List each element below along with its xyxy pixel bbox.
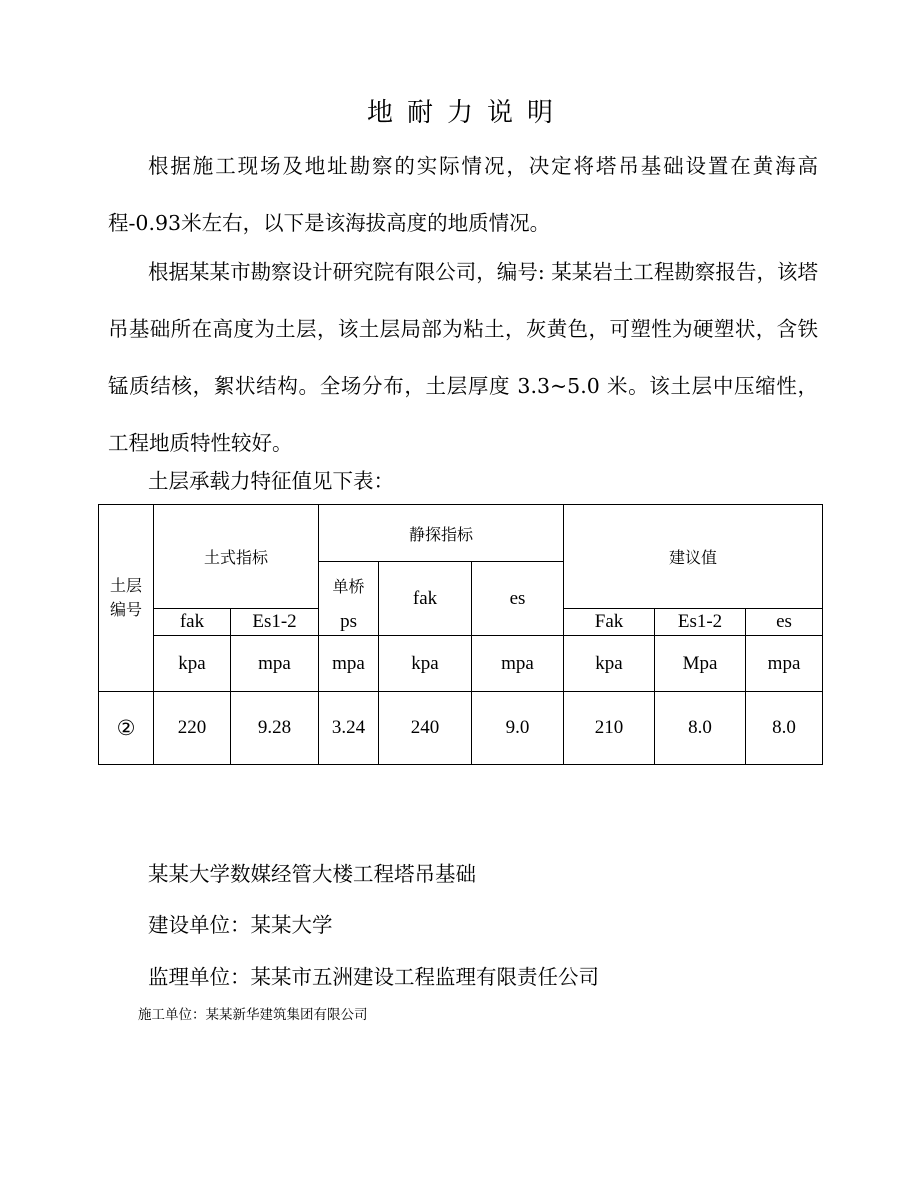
- soil-fak-unit: kpa: [154, 636, 231, 692]
- sug-fak-unit: kpa: [564, 636, 655, 692]
- sug-es-unit: mpa: [746, 636, 823, 692]
- cpt-es-value: 9.0: [472, 692, 564, 765]
- soil-fak-header: fak: [154, 609, 231, 636]
- cpt-ps-header: ps: [319, 609, 379, 636]
- contractor-unit: 施工单位：某某新华建筑集团有限公司: [138, 1007, 368, 1023]
- cpt-fak-header: fak: [379, 562, 472, 636]
- layer-header-line2: 编号: [109, 600, 142, 619]
- cpt-ps-value: 3.24: [319, 692, 379, 765]
- supervision-unit: 监理单位：某某市五洲建设工程监理有限责任公司: [148, 965, 599, 989]
- soil-index-header: 土式指标: [154, 505, 319, 609]
- soil-es12-unit: mpa: [231, 636, 319, 692]
- cpt-es-header: es: [472, 562, 564, 636]
- soil-fak-value: 220: [154, 692, 231, 765]
- cpt-index-header: 静探指标: [319, 505, 564, 562]
- table-row: [99, 692, 823, 765]
- sug-es-header: es: [746, 609, 823, 636]
- sug-es12-header: Es1-2: [655, 609, 746, 636]
- cpt-es-unit: mpa: [472, 636, 564, 692]
- bearing-capacity-table: [98, 504, 823, 765]
- table-intro: 土层承载力特征值见下表：: [148, 469, 394, 493]
- sug-es12-value: 8.0: [655, 692, 746, 765]
- sug-es12-unit: Mpa: [655, 636, 746, 692]
- paragraph-survey-report: 根据某某市勘察设计研究院有限公司，编号: 某某岩土工程勘察报告，该塔吊基础所在高度为土层，该土层局部为粘土，灰黄色，可塑性为硬塑状，含铁锰质结核，絮状结构。全场分布，土层厚度 3.3~5.0 米。该土层中压缩性，工程地质特性较好。: [108, 260, 818, 455]
- soil-es12-value: 9.28: [231, 692, 319, 765]
- cpt-fak-value: 240: [379, 692, 472, 765]
- soil-es12-header: Es1-2: [231, 609, 319, 636]
- layer-id-cell: ②: [99, 692, 154, 765]
- project-name: 某某大学数媒经管大楼工程塔吊基础: [148, 862, 476, 886]
- suggested-value-header: 建议值: [564, 505, 823, 609]
- single-bridge-header: 单桥: [319, 562, 379, 609]
- sug-es-value: 8.0: [746, 692, 823, 765]
- construction-unit: 建设单位：某某大学: [148, 913, 333, 937]
- cpt-fak-unit: kpa: [379, 636, 472, 692]
- layer-header-line1: 土层: [109, 576, 142, 595]
- sug-fak-value: 210: [564, 692, 655, 765]
- sug-fak-header: Fak: [564, 609, 655, 636]
- page-title: 地耐力说明: [366, 98, 567, 128]
- paragraph-site-conditions: 根据施工现场及地址勘察的实际情况，决定将塔吊基础设置在黄海高程-0.93米左右，以下是该海拔高度的地质情况。: [108, 154, 818, 235]
- layer-id-header: [99, 505, 154, 692]
- cpt-ps-unit: mpa: [319, 636, 379, 692]
